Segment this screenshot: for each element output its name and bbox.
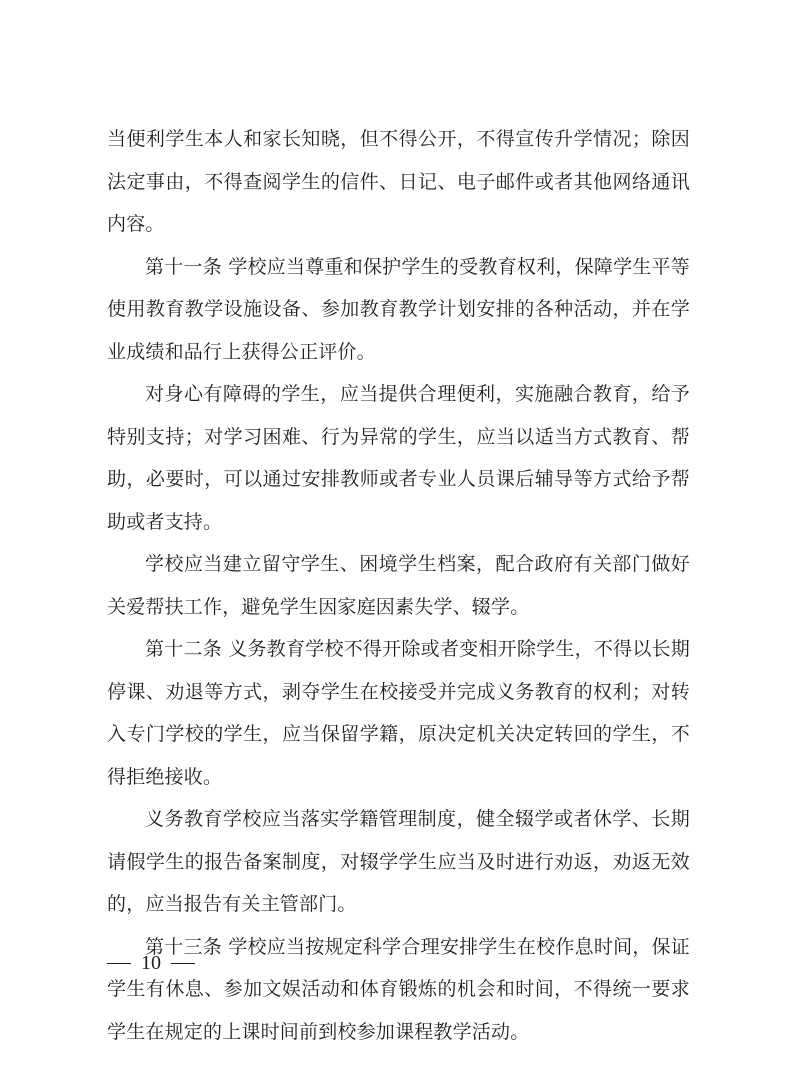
left-dash [107,963,131,964]
paragraph-1: 当便利学生本人和家长知晓，但不得公开，不得宣传升学情况；除因法定事由，不得查阅学生的信件、日记、电子邮件或者其他网络通讯内容。 [107,128,690,235]
paragraph-article-12: 第十二条 义务教育学校不得开除或者变相开除学生，不得以长期停课、劝退等方式，剥夺学生在校接受并完成义务教育的权利；对转入专门学校的学生，应当保留学籍，原决定机关决定转回的学生，不得拒绝接收。 [107,638,690,788]
paragraph-article-13: 第十三条 学校应当按规定科学合理安排学生在校作息时间，保证学生有休息、参加文娱活动和体育锻炼的机会和时间，不得统一要求学生在规定的上课时间前到校参加课程教学活动。 [107,935,690,1043]
paragraph-3: 对身心有障碍的学生，应当提供合理便利，实施融合教育，给予特别支持；对学习困难、行为异常的学生，应当以适当方式教育、帮助，必要时，可以通过安排教师或者专业人员课后辅导等方式给予帮助或者支持。 [107,383,690,533]
paragraph-article-11: 第十一条 学校应当尊重和保护学生的受教育权利，保障学生平等使用教育教学设施设备、参加教育教学计划安排的各种活动，并在学业成绩和品行上获得公正评价。 [107,255,690,363]
paragraph-6: 义务教育学校应当落实学籍管理制度，健全辍学或者休学、长期请假学生的报告备案制度，对辍学学生应当及时进行劝返，劝返无效的，应当报告有关主管部门。 [107,808,690,915]
paragraph-4: 学校应当建立留守学生、困境学生档案，配合政府有关部门做好关爱帮扶工作，避免学生因家庭因素失学、辍学。 [107,553,690,618]
document-body [107,118,690,1053]
right-dash [171,963,195,964]
page-number-footer [107,952,195,975]
page-number: 10 [141,952,161,974]
